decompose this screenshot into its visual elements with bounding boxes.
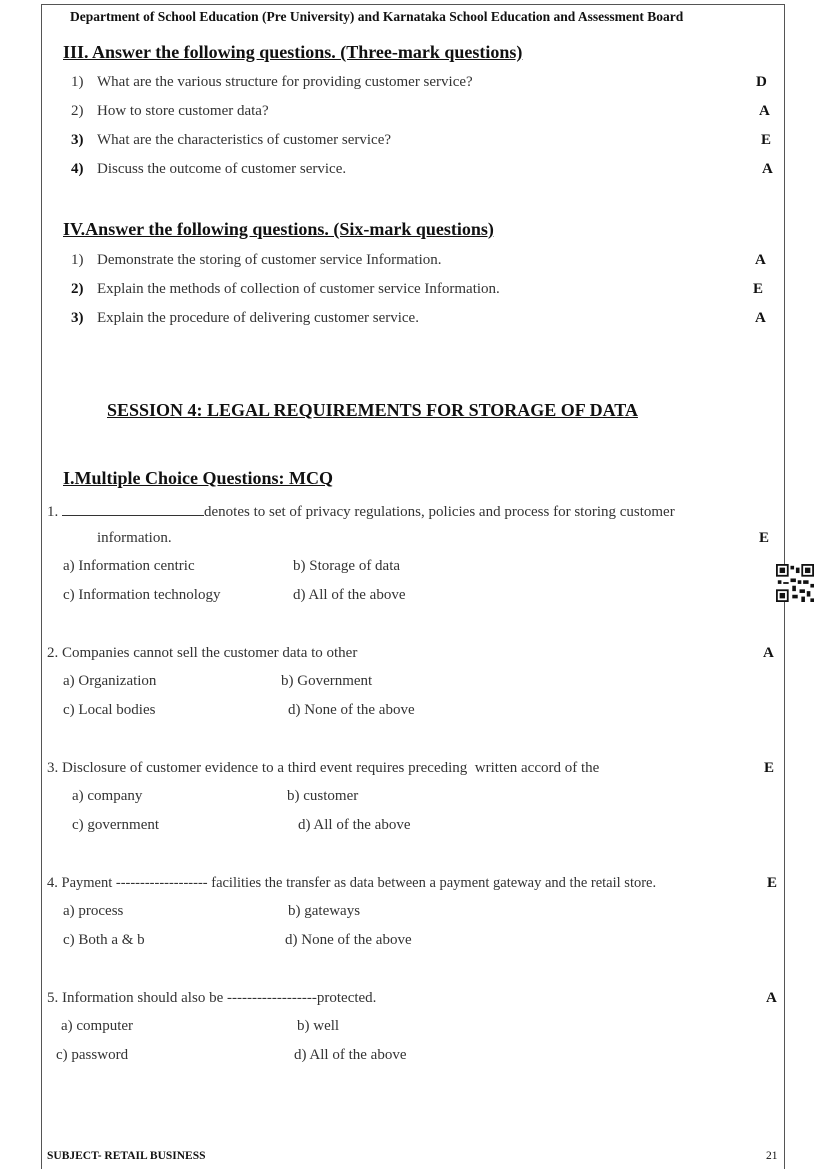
question-text: Companies cannot sell the customer data to other [62,645,358,661]
difficulty-level: A [762,161,773,177]
mcq-question-5 [47,990,376,1007]
question-text: Explain the methods of collection of customer service Information. [97,281,500,297]
question-number: 3) [71,132,84,148]
mcq-5-option-b: b) well [297,1018,340,1034]
mcq-4-option-c: c) Both a & b [63,932,145,948]
six-mark-question-1 [71,252,441,269]
difficulty-level: A [755,252,766,268]
question-text: How to store customer data? [97,103,269,119]
question-text: Explain the procedure of delivering customer service. [97,310,419,326]
question-number: 2. [47,645,59,661]
footer-subject: SUBJECT- RETAIL BUSINESS [47,1150,206,1162]
mcq-3-option-b: b) customer [287,788,359,804]
question-text: denotes to set of privacy regulations, policies and process for storing customer [204,504,675,520]
three-mark-question-3 [71,132,391,149]
question-text: Information should also be ------------------protected. [62,990,377,1006]
mcq-heading: I.Multiple Choice Questions: MCQ [63,468,333,488]
difficulty-level: A [759,103,770,119]
question-text: What are the characteristics of customer service? [97,132,392,148]
mcq-2-option-a: a) Organization [63,673,157,689]
difficulty-level: A [755,310,766,326]
question-text: What are the various structure for providing customer service? [97,74,473,90]
three-mark-question-1 [71,74,473,91]
answer-blank [62,501,204,516]
difficulty-level: E [761,132,772,148]
mcq-question-3 [47,760,599,777]
question-number: 1. [47,504,59,520]
difficulty-level: E [759,530,770,546]
qr-code-icon [776,564,814,602]
question-number: 3. [47,760,59,776]
question-number: 5. [47,990,59,1006]
mcq-5-option-d: d) All of the above [294,1047,407,1063]
six-mark-question-2 [71,281,500,298]
question-number: 3) [71,310,84,326]
question-text: Disclosure of customer evidence to a third event requires preceding written accord of the [62,760,600,776]
question-number: 4) [71,161,84,177]
question-text: Discuss the outcome of customer service. [97,161,347,177]
mcq-question-2 [47,645,357,662]
mcq-question-1-continued: information. [97,530,172,546]
section-three-heading: III. Answer the following questions. (Three-mark questions) [63,42,523,62]
mcq-2-option-d: d) None of the above [288,702,415,718]
mcq-4-option-d: d) None of the above [285,932,412,948]
mcq-4-option-b: b) gateways [288,903,361,919]
question-text: Demonstrate the storing of customer service Information. [97,252,442,268]
question-number: 2) [71,281,84,297]
section-four-heading: IV.Answer the following questions. (Six-mark questions) [63,219,494,239]
mcq-question-1 [47,501,675,521]
mcq-1-option-a: a) Information centric [63,558,195,574]
mcq-3-option-d: d) All of the above [298,817,411,833]
difficulty-level: A [763,645,774,661]
page-header: Department of School Education (Pre University) and Karnataka School Education and Assessment Board [70,9,684,24]
difficulty-level: E [753,281,764,297]
mcq-3-option-c: c) government [72,817,160,833]
difficulty-level: A [766,990,777,1006]
mcq-3-option-a: a) company [72,788,143,804]
mcq-2-option-b: b) Government [281,673,373,689]
mcq-1-option-c: c) Information technology [63,587,221,603]
three-mark-question-4 [71,161,346,178]
question-text: Payment ------------------- facilities the transfer as data between a payment gateway and the retail store. [61,875,657,891]
question-number: 1) [71,252,84,268]
difficulty-level: D [756,74,767,90]
mcq-5-option-c: c) password [56,1047,129,1063]
page-number: 21 [766,1150,778,1162]
question-number: 2) [71,103,84,119]
mcq-2-option-c: c) Local bodies [63,702,156,718]
mcq-5-option-a: a) computer [61,1018,134,1034]
question-number: 4. [47,875,58,891]
mcq-1-option-b: b) Storage of data [293,558,401,574]
mcq-1-option-d: d) All of the above [293,587,406,603]
six-mark-question-3 [71,310,419,327]
mcq-4-option-a: a) process [63,903,124,919]
difficulty-level: E [767,875,778,891]
difficulty-level: E [764,760,775,776]
question-number: 1) [71,74,84,90]
session-title: SESSION 4: LEGAL REQUIREMENTS FOR STORAGE OF DATA [107,400,638,420]
three-mark-question-2 [71,103,269,120]
mcq-question-4 [47,875,656,892]
